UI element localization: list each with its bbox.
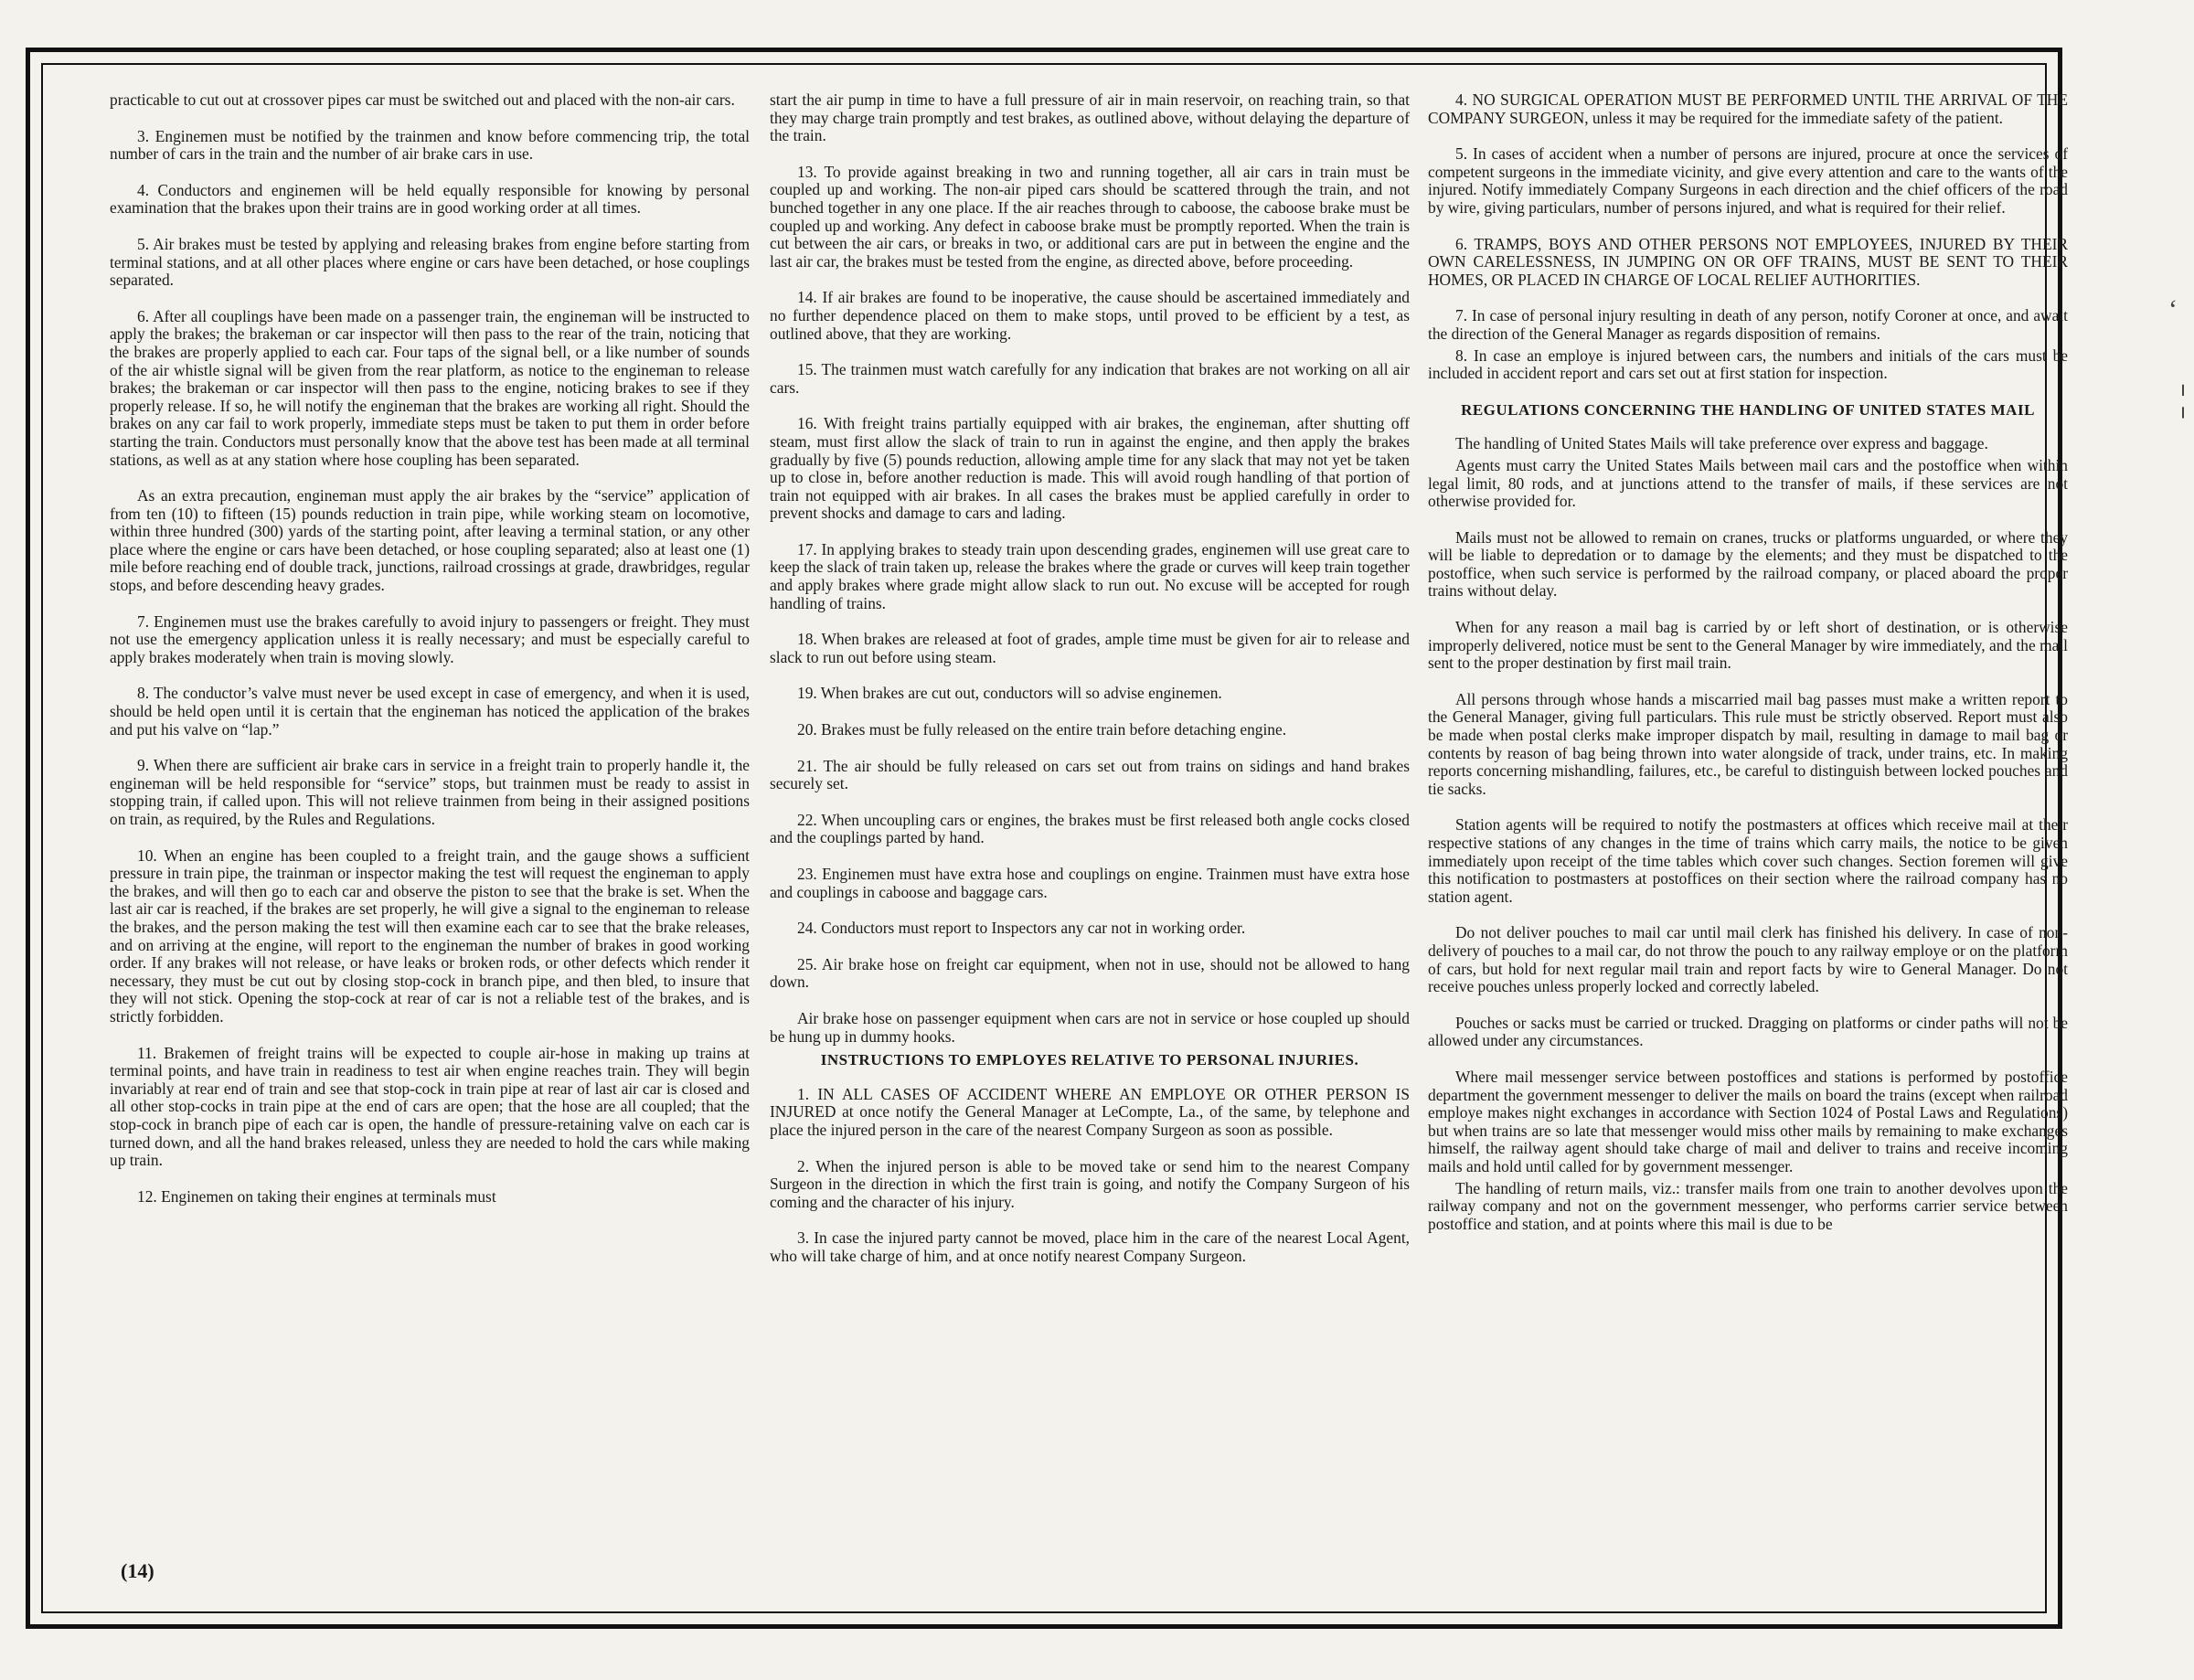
paragraph: The handling of return mails, viz.: transfer mails from one train to another devolves upon the railway company and not on the government messenger, who performs carrier service between postoffice and station, and at points where this mail is due to be	[1428, 1178, 2068, 1233]
paragraph: Agents must carry the United States Mails between mail cars and the postoffice when within legal limit, 80 rods, and at junctions attend to the transfer of mails, if these services are not otherwise provided for.	[1428, 455, 2068, 511]
paragraph: 23. Enginemen must have extra hose and couplings on engine. Trainmen must have extra hose and couplings in caboose and baggage cars.	[770, 865, 1410, 901]
paragraph: Do not deliver pouches to mail car until mail clerk has finished his delivery. In case of non-delivery of pouches to a mail car, do not throw the pouch to any railway employe or on the platform of cars, but hold for next regular mail train and report facts by wire to General Manager. Do not receive pouches unless properly locked and correctly labeled.	[1428, 923, 2068, 996]
paragraph: 19. When brakes are cut out, conductors will so advise enginemen.	[797, 684, 1222, 703]
paragraph: 7. Enginemen must use the brakes carefully to avoid injury to passengers or freight. They must not use the emergency application unless it is really necessary; and must be especially careful to apply brakes moderately when train is moving slowly.	[110, 611, 750, 666]
paragraph: 3. Enginemen must be notified by the trainmen and know before commencing trip, the total number of cars in the train and the number of air brake cars in use.	[110, 126, 750, 164]
paragraph: 1. IN ALL CASES OF ACCIDENT WHERE AN EMPLOYE OR OTHER PERSON IS INJURED at once notify the General Manager at LeCompte, La., of the same, by telephone and place the injured person in the care of the nearest Company Surgeon as soon as possible.	[770, 1084, 1410, 1139]
page-number: (14)	[121, 1559, 154, 1582]
section-heading: INSTRUCTIONS TO EMPLOYES RELATIVE TO PERSONAL INJURIES.	[820, 1051, 1359, 1069]
paragraph: 5. Air brakes must be tested by applying and releasing brakes from engine before starting from terminal stations, and at all other places where engine or cars have been detached, or hose couplings separated.	[110, 234, 750, 290]
paragraph: 7. In case of personal injury resulting in death of any person, notify Coroner at once, and await the direction of the General Manager as regards disposition of remains.	[1428, 306, 2068, 343]
paragraph: start the air pump in time to have a full pressure of air in main reservoir, on reaching train, so that they may charge train promptly and test brakes, as outlined above, without delaying the departure of the train.	[770, 90, 1410, 145]
paragraph: 8. In case an employe is injured between cars, the numbers and initials of the cars must be included in accident report and cars set out at first station for inspection.	[1428, 346, 2068, 383]
paragraph: 18. When brakes are released at foot of grades, ample time must be given for air to release and slack to run out before using steam.	[770, 630, 1410, 666]
margin-mark: ‘	[2168, 294, 2178, 324]
paragraph: Pouches or sacks must be carried or trucked. Dragging on platforms or cinder paths will not be allowed under any circumstances.	[1428, 1013, 2068, 1050]
paragraph: 14. If air brakes are found to be inoperative, the cause should be ascertained immediately and no further dependence placed on them to make stops, until proved to be efficient by a test, as outlined above, that they are working.	[770, 288, 1410, 343]
paragraph: 24. Conductors must report to Inspectors any car not in working order.	[797, 919, 1246, 938]
paragraph: 4. NO SURGICAL OPERATION MUST BE PERFORMED UNTIL THE ARRIVAL OF THE COMPANY SURGEON, unless it may be required for the immediate safety of the patient.	[1428, 90, 2068, 127]
paragraph: Air brake hose on passenger equipment when cars are not in service or hose coupled up should be hung up in dummy hooks.	[770, 1008, 1410, 1046]
paragraph: 16. With freight trains partially equipped with air brakes, the engineman, after shutting off steam, must first allow the slack of train to run in against the engine, and then apply the brakes gradually by five (5) pounds reduction, allowing ample time for any slack that may not yet be taken up to close in, before another reduction is made. This will avoid rough handling of that portion of train not equipped with air brakes. In all cases the brakes must be applied carefully in order to prevent shocks and damage to cars and lading.	[770, 414, 1410, 523]
paragraph: practicable to cut out at crossover pipes car must be switched out and placed with the non-air cars.	[110, 90, 735, 109]
paragraph: 15. The trainmen must watch carefully for any indication that brakes are not working on all air cars.	[770, 360, 1410, 397]
paragraph: 9. When there are sufficient air brake cars in service in a freight train to properly handle it, the engineman will be held responsible for “service” stops, but trainmen must be ready to assist in stopping train, if called upon. This will not relieve trainmen from being in their assigned positions on train, as required, by the Rules and Regulations.	[110, 756, 750, 828]
paragraph: 12. Enginemen on taking their engines at terminals must	[137, 1186, 496, 1206]
column-1	[110, 91, 750, 1224]
paragraph: 20. Brakes must be fully released on the entire train before detaching engine.	[797, 720, 1287, 739]
paragraph: Station agents will be required to notify the postmasters at offices which receive mail at their respective stations of any changes in the time of trains which carry mails, the notice to be given immediately upon receipt of the time tables which cover such changes. Section foremen will give this notification to postmasters at postoffices on their section where the railroad company has no station agent.	[1428, 815, 2068, 906]
paragraph: 25. Air brake hose on freight car equipment, when not in use, should not be allowed to hang down.	[770, 954, 1410, 992]
paragraph: 3. In case the injured party cannot be moved, place him in the care of the nearest Local Agent, who will take charge of him, and at once notify nearest Company Surgeon.	[770, 1228, 1410, 1265]
paragraph: 6. After all couplings have been made on a passenger train, the engineman will be instructed to apply the brakes; the brakeman or car inspector will then pass to the rear of the train, noticing that the brakes are properly applied to each car. Four taps of the signal bell, or a like number of sounds of the air whistle signal will be given from the rear platform, as notice to the engineman to release brakes; the brakeman or car inspector will then pass to the engine, noticing brakes to see if they properly release. If so, he will notify the engineman that the brakes are working all right. Should the brakes on any car fail to work properly, immediate steps must be taken to put them in order before starting the train. Conductors must personally know that the above test has been made at all terminal stations, as well as at any station where hose coupling has been separated.	[110, 306, 750, 469]
paragraph: 8. The conductor’s valve must never be used except in case of emergency, and when it is used, should be held open until it is certain that the engineman has noticed the application of the brakes and put his valve on “lap.”	[110, 684, 750, 739]
paragraph: 4. Conductors and enginemen will be held equally responsible for knowing by personal examination that the brakes upon their trains are in good working order at all times.	[110, 180, 750, 218]
column-2	[770, 91, 1410, 1284]
paragraph: 11. Brakemen of freight trains will be expected to couple air-hose in making up trains at terminal points, and have train in readiness to test air when engine reaches train. They will begin invariably at rear end of train and see that stop-cock in train pipe at rear of last air car is closed and all other stop-cocks in train pipe at the end of cars are open; that the hose are all coupled; that the stop-cock in branch pipe of each car is open, the handle of pressure-retaining valve on each car is turned down, and all the hand brakes released, unless they are needed to hold the cars while making up train.	[110, 1043, 750, 1170]
paragraph: 21. The air should be fully released on cars set out from trains on sidings and hand brakes securely set.	[770, 756, 1410, 793]
paragraph: 6. TRAMPS, BOYS AND OTHER PERSONS NOT EMPLOYEES, INJURED BY THEIR OWN CARELESSNESS, IN JUMPING ON OR OFF TRAINS, MUST BE SENT TO THEIR HOMES, OR PLACED IN CHARGE OF LOCAL RELIEF AUTHORITIES.	[1428, 234, 2068, 289]
paragraph: 10. When an engine has been coupled to a freight train, and the gauge shows a sufficient pressure in train pipe, the trainman or inspector making the test will request the engineman to apply the brakes, and will then go to each car and observe the piston to see that the brake is set. When the last air car is reached, if the brakes are set properly, he will give a signal to the engineman to release the brakes, and the person making the test will then examine each car to see that the brake releases, and on arriving at the engine, will report to the engineman the number of brakes in good working order. If any brakes will not release, or have leaks or broken rods, or other defects which render it necessary, they must be cut out by closing stop-cock in branch pipe, and then bled, to insure that they will not stick. Opening the stop-cock at rear of car is not a reliable test of the brakes, and is strictly forbidden.	[110, 845, 750, 1026]
column-3	[1428, 91, 2068, 1251]
text-columns	[110, 90, 2068, 1590]
paragraph: 22. When uncoupling cars or engines, the brakes must be first released both angle cocks closed and the couplings parted by hand.	[770, 810, 1410, 847]
paragraph: 17. In applying brakes to steady train upon descending grades, enginemen will use great care to keep the slack of train taken up, release the brakes where the grade or curves will keep train together and apply brakes where grade might allow slack to run out. No excuse will be accepted for rough handling of trains.	[770, 539, 1410, 612]
paragraph: 2. When the injured person is able to be moved take or send him to the nearest Company Surgeon in the direction in which the first train is going, and notify the Company Surgeon of his coming and the character of his injury.	[770, 1156, 1410, 1211]
paragraph: 5. In cases of accident when a number of persons are injured, procure at once the services of competent surgeons in the immediate vicinity, and give every attention and care to the wants of the injured. Notify immediately Company Surgeons in each direction and the chief officers of the road by wire, giving particulars, number of persons injured, and what is required for their relief.	[1428, 144, 2068, 217]
paragraph: 13. To provide against breaking in two and running together, all air cars in train must be coupled up and working. The non-air piped cars should be scattered through the train, and not bunched together in any one place. If the air reaches through to caboose, the caboose brake must be coupled up and working. Any defect in caboose brake must be promptly reported. When the train is cut between the air cars, or breaks in two, or additional cars are put in between the engine and the last air car, the brakes must be tested from the engine, as directed above, before proceeding.	[770, 162, 1410, 271]
paragraph: When for any reason a mail bag is carried by or left short of destination, or is otherwise improperly delivered, notice must be sent to the General Manager by wire immediately, and the mail sent to the proper destination by first mail train.	[1428, 618, 2068, 673]
paragraph: Where mail messenger service between postoffices and stations is performed by postoffice department the government messenger to deliver the mails on board the trains (except when railroad employe makes night exchanges in accordance with Section 1024 of Postal Laws and Regulations) but when trains are so late that messenger would miss other mails by remaining to make exchanges himself, the railway agent should take charge of mail and deliver to trains and receive incoming mails and hold until called for by government messenger.	[1428, 1067, 2068, 1175]
paragraph: Mails must not be allowed to remain on cranes, trucks or platforms unguarded, or where they will be liable to depredation or to damage by the elements; and they must be dispatched to the postoffice, when such service is performed by the railroad company, or placed aboard the proper trains without delay.	[1428, 527, 2068, 601]
margin-mark: ¦	[2179, 377, 2188, 419]
section-heading: REGULATIONS CONCERNING THE HANDLING OF UNITED STATES MAIL	[1461, 400, 2035, 419]
paragraph: As an extra precaution, engineman must apply the air brakes by the “service” application of from ten (10) to fifteen (15) pounds reduction in train pipe, while working steam on locomotive, within three hundred (300) yards of the starting point, after leaving a terminal station, or any other place where the engine or cars have been detached, or hose coupling separated; also at least one (1) mile before reaching end of double track, junctions, railroad crossings at grade, drawbridges, regular stops, and before descending heavy grades.	[110, 486, 750, 595]
paragraph: The handling of United States Mails will take preference over express and baggage.	[1455, 434, 1988, 453]
paragraph: All persons through whose hands a miscarried mail bag passes must make a written report to the General Manager, giving full particulars. This rule must be strictly observed. Report must also be made when postal clerks make improper dispatch by mail, resulting in damage to mail bag or contents by reason of bag being thrown into water alongside of track, under trains, etc. In making reports concerning mishandling, failures, etc., be careful to distinguish between locked pouches and tie sacks.	[1428, 689, 2068, 798]
